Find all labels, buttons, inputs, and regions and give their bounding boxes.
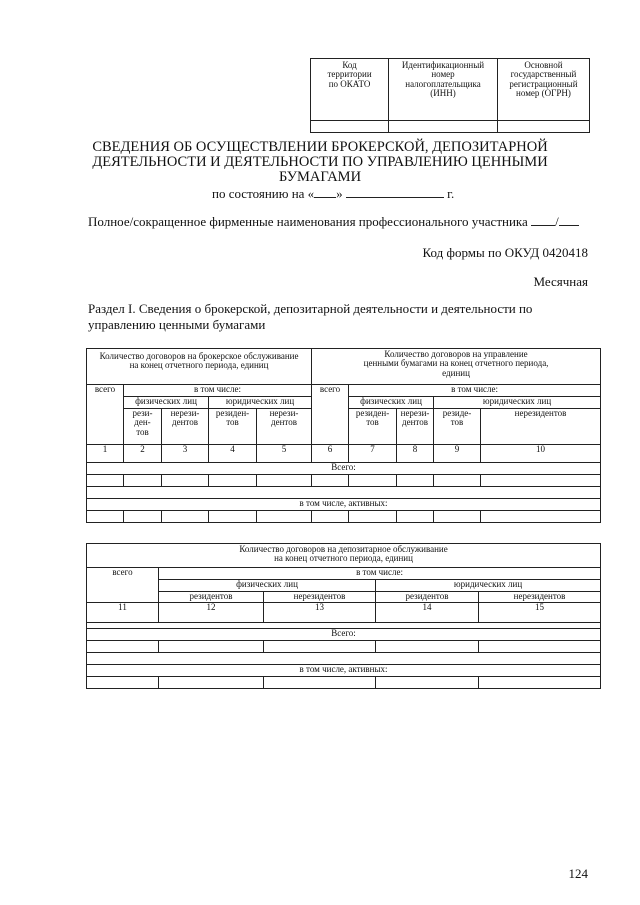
depository-column-number-row	[87, 603, 601, 623]
brokerage-ind-residents: рези- ден- тов	[124, 409, 162, 445]
depository-total-row-label: Всего:	[87, 629, 601, 641]
section-heading: Раздел I. Сведения о брокерской, депозитарной деятельности и деятельности по управлению ценными бумагами	[88, 301, 533, 332]
depository-active-row-label: в том числе, активных:	[87, 665, 601, 677]
report-date-line: по состоянию на « » г.	[212, 186, 455, 201]
depository-ind-nonresidents: нерезидентов	[264, 592, 376, 603]
brokerage-header: Количество договоров на брокерское обслуживание на конец отчетного периода, единиц	[87, 349, 312, 385]
brokerage-legal-header: юридических лиц	[209, 397, 312, 409]
col-number: 2	[124, 445, 162, 463]
brokerage-legal-residents: резиден- тов	[209, 409, 257, 445]
management-total-header: всего	[312, 385, 349, 445]
management-legal-residents: резиде- тов	[434, 409, 481, 445]
brokerage-including-header: в том числе:	[124, 385, 312, 397]
ogrn-header: Основной государственный регистрационный номер (ОГРН)	[497, 59, 589, 121]
active-values-row	[87, 511, 601, 523]
col-number: 9	[434, 445, 481, 463]
active-row-label: в том числе, активных:	[87, 499, 601, 511]
col-number: 5	[257, 445, 312, 463]
depository-table	[86, 543, 601, 689]
management-legal-nonresidents: нерезидентов	[481, 409, 601, 445]
depository-active-values-row	[87, 677, 601, 689]
depository-including-header: в том числе:	[159, 568, 601, 580]
total-row-label: Всего:	[87, 463, 601, 475]
inn-header: Идентификационный номер налогоплательщика (ИНН)	[389, 59, 498, 121]
brokerage-individuals-header: физических лиц	[124, 397, 209, 409]
page-number: 124	[568, 866, 588, 881]
form-code: Код формы по ОКУД 0420418	[422, 245, 588, 260]
participant-name-line: Полное/сокращенное фирменные наименования профессионального участника /	[88, 214, 579, 230]
col-number: 6	[312, 445, 349, 463]
brokerage-ind-nonresidents: нерези- дентов	[162, 409, 209, 445]
col-number: 14	[376, 603, 479, 623]
depository-legal-nonresidents: нерезидентов	[479, 592, 601, 603]
brokerage-management-table	[86, 348, 601, 523]
management-including-header: в том числе:	[349, 385, 601, 397]
col-number: 12	[159, 603, 264, 623]
depository-total-values-row	[87, 641, 601, 653]
depository-header: Количество договоров на депозитарное обслуживание на конец отчетного периода, единиц	[87, 544, 601, 568]
okato-header: Код территории по ОКАТО	[311, 59, 389, 121]
management-ind-nonresidents: нерези- дентов	[397, 409, 434, 445]
depository-legal-header: юридических лиц	[376, 580, 601, 592]
codes-table	[310, 58, 590, 133]
col-number: 7	[349, 445, 397, 463]
form-title: СВЕДЕНИЯ ОБ ОСУЩЕСТВЛЕНИИ БРОКЕРСКОЙ, ДЕПОЗИТАРНОЙ ДЕЯТЕЛЬНОСТИ И ДЕЯТЕЛЬНОСТИ ПО УПРАВЛЕНИЮ ЦЕННЫМИ БУМАГАМИ	[92, 139, 548, 185]
depository-individuals-header: физических лиц	[159, 580, 376, 592]
brokerage-total-header: всего	[87, 385, 124, 445]
depository-legal-residents: резидентов	[376, 592, 479, 603]
management-legal-header: юридических лиц	[434, 397, 601, 409]
col-number: 1	[87, 445, 124, 463]
depository-total-header: всего	[87, 568, 159, 603]
col-number: 3	[162, 445, 209, 463]
col-number: 8	[397, 445, 434, 463]
periodicity: Месячная	[533, 274, 588, 289]
col-number: 11	[87, 603, 159, 623]
col-number: 15	[479, 603, 601, 623]
brokerage-legal-nonresidents: нерези- дентов	[257, 409, 312, 445]
total-values-row	[87, 475, 601, 487]
management-header: Количество договоров на управление ценными бумагами на конец отчетного периода, единиц	[312, 349, 601, 385]
management-individuals-header: физических лиц	[349, 397, 434, 409]
col-number: 10	[481, 445, 601, 463]
management-ind-residents: резиден- тов	[349, 409, 397, 445]
col-number: 13	[264, 603, 376, 623]
depository-ind-residents: резидентов	[159, 592, 264, 603]
col-number: 4	[209, 445, 257, 463]
column-number-row	[87, 445, 601, 463]
